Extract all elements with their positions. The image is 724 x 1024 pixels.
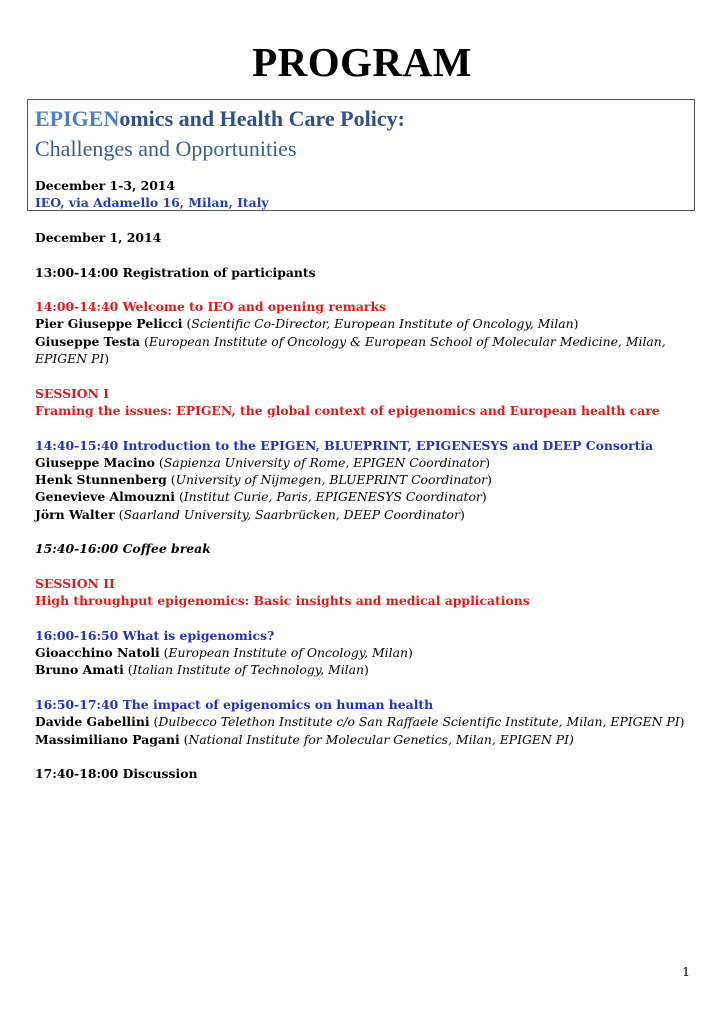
speaker-affiliation: University of Nijmegen, BLUEPRINT Coordinator: [175, 472, 488, 488]
speaker-affiliation: Scientific Co-Director, European Institute of Oncology, Milan: [191, 316, 574, 332]
speaker-name: Giuseppe Testa: [35, 333, 141, 349]
speaker-affiliation: Institut Curie, Paris, EPIGENESYS Coordinator: [183, 489, 482, 505]
event-venue: IEO, via Adamello 16, Milan, Italy: [35, 195, 269, 210]
speaker-affiliation: Italian Institute of Technology, Milan: [132, 662, 364, 678]
program-content: [35, 229, 695, 783]
event-dates: December 1-3, 2014: [35, 178, 176, 193]
coffee-break: 15:40-16:00 Coffee break: [35, 541, 211, 557]
speaker-line: Pier Giuseppe Pelicci (Scientific Co-Director, European Institute of Oncology, Milan): [35, 316, 579, 332]
speaker-line: Genevieve Almouzni (Institut Curie, Paris, EPIGENESYS Coordinator): [35, 489, 487, 505]
speaker-name: Giuseppe Macino: [35, 454, 155, 470]
session-1-title: Framing the issues: EPIGEN, the global context of epigenomics and European health care: [35, 402, 660, 418]
session-1-talk-heading: 14:40-15:40 Introduction to the EPIGEN, BLUEPRINT, EPIGENESYS and DEEP Consortia: [35, 437, 654, 453]
speaker-name: Genevieve Almouzni: [35, 489, 175, 505]
session-1-label: SESSION I: [35, 385, 110, 401]
event-header-box: [27, 99, 695, 211]
speaker-name: Massimiliano Pagani: [35, 731, 180, 747]
speaker-affiliation: Sapienza University of Rome, EPIGEN Coordinator: [163, 454, 486, 470]
speaker-line: Massimiliano Pagani (National Institute for Molecular Genetics, Milan, EPIGEN PI): [35, 731, 574, 747]
registration-item: 13:00-14:00 Registration of participants: [35, 264, 316, 280]
speaker-line: Bruno Amati (Italian Institute of Technology, Milan): [35, 662, 369, 678]
speaker-affiliation: European Institute of Oncology & European School of Molecular Medicine, Milan, EPIGEN PI: [35, 333, 666, 367]
speaker-line: Henk Stunnenberg (University of Nijmegen, BLUEPRINT Coordinator): [35, 472, 492, 488]
speaker-name: Henk Stunnenberg: [35, 472, 167, 488]
speaker-name: Davide Gabellini: [35, 714, 150, 730]
event-title: [35, 106, 405, 132]
speaker-name: Pier Giuseppe Pelicci: [35, 316, 183, 332]
session-2-talk-1-heading: 16:00-16:50 What is epigenomics?: [35, 627, 275, 643]
speaker-line: Giuseppe Testa (European Institute of Oncology & European School of Molecular Medicine, Milan, EPIGEN PI): [35, 333, 666, 367]
session-2-title: High throughput epigenomics: Basic insights and medical applications: [35, 593, 530, 609]
event-title-accent: EPIGEN: [35, 106, 120, 131]
speaker-affiliation: Saarland University, Saarbrücken, DEEP Coordinator: [123, 506, 460, 522]
speaker-line: Jörn Walter (Saarland University, Saarbrücken, DEEP Coordinator): [35, 506, 465, 522]
day-heading: December 1, 2014: [35, 230, 162, 245]
welcome-heading: 14:00-14:40 Welcome to IEO and opening remarks: [35, 299, 387, 315]
page-number: 1: [682, 964, 690, 979]
event-subtitle: Challenges and Opportunities: [35, 136, 297, 161]
speaker-affiliation: European Institute of Oncology, Milan: [168, 645, 408, 661]
speaker-affiliation: National Institute for Molecular Genetics, Milan, EPIGEN PI): [188, 731, 574, 747]
page-title: PROGRAM: [252, 39, 472, 85]
event-title-rest: omics and Health Care Policy:: [119, 106, 405, 131]
discussion-item: 17:40-18:00 Discussion: [35, 766, 198, 782]
speaker-name: Gioacchino Natoli: [35, 645, 160, 661]
speaker-line: Davide Gabellini (Dulbecco Telethon Institute c/o San Raffaele Scientific Institute, Milan, EPIGEN PI): [35, 714, 685, 730]
session-2-label: SESSION II: [35, 575, 115, 591]
speaker-line: Gioacchino Natoli (European Institute of Oncology, Milan): [35, 645, 413, 661]
session-2-talk-2-heading: 16:50-17:40 The impact of epigenomics on human health: [35, 697, 434, 713]
speaker-affiliation: Dulbecco Telethon Institute c/o San Raffaele Scientific Institute, Milan, EPIGEN PI: [158, 714, 680, 730]
speaker-line: Giuseppe Macino (Sapienza University of Rome, EPIGEN Coordinator): [35, 454, 491, 470]
speaker-name: Jörn Walter: [35, 506, 115, 522]
speaker-name: Bruno Amati: [35, 662, 124, 678]
